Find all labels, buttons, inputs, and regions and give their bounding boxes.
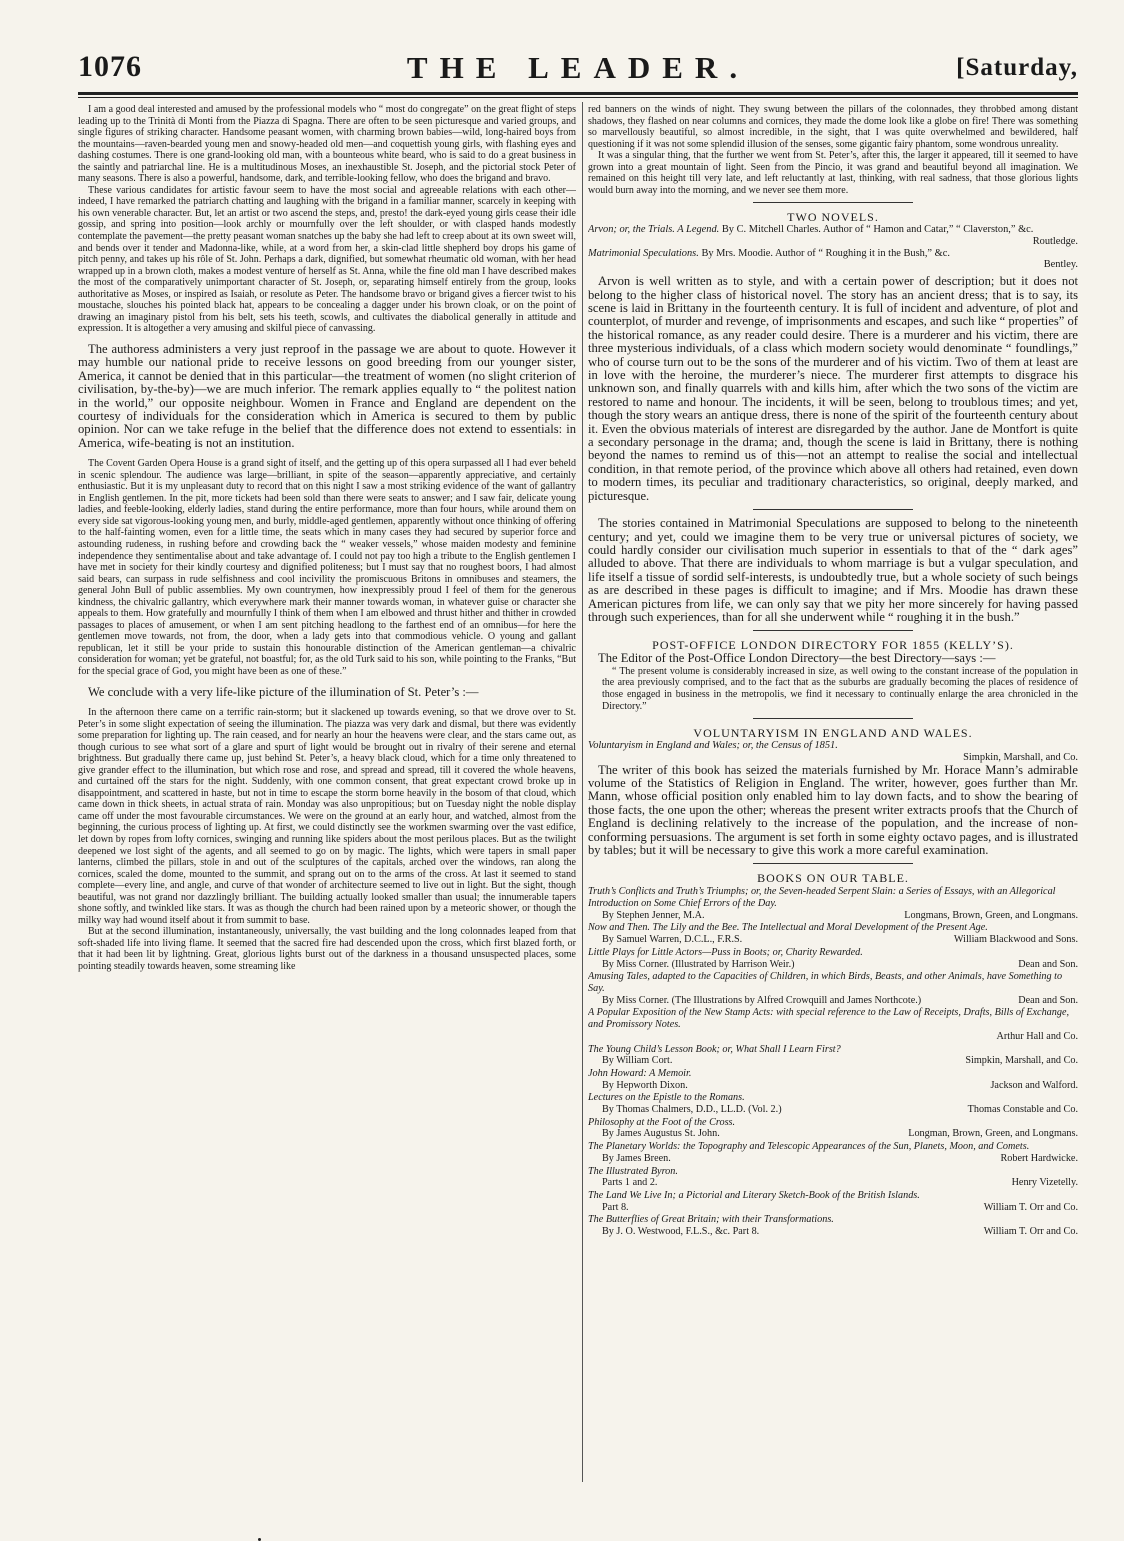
citation-title: Matrimonial Speculations.	[588, 247, 699, 259]
book-entry	[588, 1214, 1078, 1237]
paragraph-opera: The Covent Garden Opera House is a grand sight of itself, and the getting up of this opera surpassed all I had ever beheld in scenic splendour. The audience was large—brilliant, in spite of the season—apparently appreciative, and certainly enthusiastic. But it is my unpleasant duty to record that on this night I saw a most striking evidence of the want of gallantry in English gentlemen. In the pit, more tickets had been sold than there were seats to answer; and I saw fair, delicate young ladies, and feeble-looking, elderly ladies, stand during the entire performance, more than four hours, while around them on every side sat vigorous-looking young men, and burly, middle-aged gentlemen, apparently without once thinking of offering to the half-fainting women, even for a little time, the seats which in many cases they had secured by superior force and astounding rudeness, in rushing before and crowding back the “ weaker vessels,” whose maiden modesty and feminine independence they sentimentalise about and take advantage of. I could not pay too high a tribute to the English gentlemen I have met in society for their kindly courtesy and dignified politeness; but I must say that no roughest boors, I had almost said bears, can surpass in rude selfishness and cool incivility the promiscuous Britons in omnibuses and steamers, the general John Bull of public assemblies. My own countrymen, how inexpressibly proud I feel of them for the generous kindness, the chivalric gallantry, which everywhere mark their manner towards woman, in whatever guise or character she appeals to them. How gratefully and mournfully I think of them when I am elbowed and thrust hither and thither in crowded passages to places of amusement, or when I am sent pitching headlong to the farthest end of an omnibus—for here the gentlemen move towards, not from, the door, when a lady gets into that commodious vehicle. O young and gallant republican, let it still be your pride to sustain this honourable distinction of the American gentleman—a chivalric consideration for woman; yet be grateful, not boastful; for, as the old Turk said to his son, while pointing to the Franks, “But for the special grace of God, you might have been as one of these.”	[78, 458, 576, 678]
paragraph-matrimonial-review: The stories contained in Matrimonial Speculations are supposed to belong to the nineteenth century; and yet, could we imagine them to be very true or universal pictures of society, we could hardly consider our civilisation much superior in essentials to that of the “ dark ages” alluded to above. That there are individuals to whom marriage is but a vulgar speculation, and life itself a tissue of sordid self-interests, is undoubtedly true, but a whole society of such beings as are described in these pages is difficult to imagine; and if Mrs. Moodie has drawn these American pictures from life, we can only say that we pity her more sincerely for having passed through such experiences, than for all she underwent while “ roughing it in the bush.”	[588, 516, 1078, 624]
book-title: Little Plays for Little Actors—Puss in Boots; or, Charity Rewarded.	[588, 946, 863, 958]
book-entry	[588, 947, 1078, 970]
book-title: The Illustrated Byron.	[588, 1165, 678, 1177]
section-rule	[753, 863, 913, 864]
book-title: John Howard: A Memoir.	[588, 1067, 692, 1079]
book-author: By James Breen.	[602, 1152, 671, 1164]
citation-title: Voluntaryism in England and Wales; or, the Census of 1851.	[588, 740, 838, 752]
book-publisher: Dean and Son.	[1018, 994, 1078, 1006]
citation-publisher: Simpkin, Marshall, and Co.	[963, 751, 1078, 763]
book-author: By James Augustus St. John.	[602, 1128, 720, 1140]
book-entry	[588, 1117, 1078, 1140]
citation-author: By C. Mitchell Charles. Author of “ Hamon and Catar,” “ Claverston,” &c.	[721, 224, 1034, 236]
book-publisher: Thomas Constable and Co.	[967, 1104, 1078, 1116]
citation-arvon	[588, 224, 1078, 247]
book-entry	[588, 1068, 1078, 1091]
book-publisher: Simpkin, Marshall, and Co.	[965, 1055, 1078, 1067]
book-title: Amusing Tales, adapted to the Capacities of Children, in which Birds, Beasts, and other Animals, have Something to Say.	[588, 971, 1063, 994]
citation-title: Arvon; or, the Trials. A Legend.	[588, 224, 720, 236]
paragraph-illumination: But at the second illumination, instantaneously, universally, the vast building and the long colonnades leaped from that soft-shaded life into living flame. It seemed that the sacred fire had descended upon the cross, which first blazed forth, or that it had been lit by lightning. Great, glorious lights burst out of the darkness in a thousand unsuspected places, some pointing steadily towards heaven, some streaming like	[78, 926, 576, 973]
book-entry	[588, 922, 1078, 945]
quote-post-office: “ The present volume is considerably increased in size, as well owing to the constant increase of the population in the area previously comprised, and to the fact that as the suburbs are gradually becoming the places of residence of those engaged in business in the metropolis, we find it necessary to continually enlarge the area chronicled in the Directory.”	[602, 665, 1078, 712]
newspaper-title: THE LEADER.	[406, 50, 750, 85]
paragraph-candidates: These various candidates for artistic favour seem to have the most social and agreeable relations with each other—indeed, I have remarked the patriarch chatting and laughing with the brigand in a familiar manner, scarcely in keeping with his own venerable character. But, let an artist or two ascend the steps, and, presto! the dark-eyed young girls cease their idle gossip, and spring into position—look archly or mournfully over the left shoulder, or with clasped hands modestly contemplate the pavement—the pretty peasant woman snatches up the baby she had left to creep about at its own sweet will, and bends over it tender and Madonna-like, while, at a word from her, a skin-clad little shepherd boy drops his game of pitch penny, and takes up his rôle of St. John. Perhaps a dark, dignified, but somewhat rheumatic old woman, with her head wrapped up in a brown cloth, makes a modest venture of herself as St. Anna, while the fine old man I have described makes the most of the comparatively unimportant character of St. Joseph, or, separating himself entirely from the group, looks authoritative as Moses, or inspired as Isaiah, or resolute as Peter. The handsome bravo or brigand gives a fiercer twist to his moustache, slouches his pointed black hat, appears to be concealing a dagger under his brown cloak, or on the point of drawing an imaginary pistol from his belt, sets his teeth, scowls, and cultivates the diabolical generally in attitude and expression. It is altogether a very amusing and skilful piece of canvassing.	[78, 184, 576, 335]
section-rule	[753, 718, 913, 719]
book-author: By Miss Corner. (The Illustrations by Alfred Crowquill and James Northcote.)	[602, 994, 922, 1006]
book-publisher: Dean and Son.	[1018, 958, 1078, 970]
masthead-rule	[78, 92, 1078, 95]
book-author: By Stephen Jenner, M.A.	[602, 909, 705, 921]
book-publisher: William T. Orr and Co.	[983, 1201, 1078, 1213]
paragraph-models: I am a good deal interested and amused by the professional models who “ most do congregate” on the great flight of steps leading up to the Trinità di Monti from the Piazza di Spagna. There are often to be seen picturesque and varied groups, and single figures of striking character. Handsome peasant women, with charming brown babies—wild, long-haired boys from the mountains—raven-bearded young men and snowy-headed old men—and coquettish young girls, with flashing eyes and dashing costumes. There is one grand-looking old man, with a bounteous white beard, who is said to do a great business in the saintly and patriarchal line. He is a multitudinous Moses, an inexhaustible St. Joseph, and the pictorial stock Peter of many seasons. There is also a powerful, handsome, dark, and terrible-looking fellow, who does the brigand and bravo.	[78, 104, 576, 185]
citation-publisher: Bentley.	[1043, 259, 1078, 271]
citation-matrimonial	[588, 248, 1078, 271]
paragraph-reproof: The authoress administers a very just reproof in the passage we are about to quote. However it may humble our national pride to receive lessons on good breeding from our younger sister, America, it cannot be denied that in this particular—the treatment of women (no slight criterion of civilisation, by-the-by)—we are much inferior. The remark applies equally to “ the politest nation in the world,” our opposite neighbour. Women in France and England are dependent on the courtesy of individuals for the consideration which in America is secured to them by public opinion. Nor can we take refuge in the belief that the difference does not extend to essentials: in America, wife-beating is not an institution.	[78, 341, 576, 450]
book-publisher: Robert Hardwicke.	[1000, 1152, 1078, 1164]
book-author: Part 8.	[602, 1201, 629, 1213]
book-publisher: Arthur Hall and Co.	[996, 1030, 1078, 1042]
paragraph-arvon-review: Arvon is well written as to style, and with a certain power of description; but it does not belong to the higher class of historical novel. The story has an ancient dress; that is to say, its scene is laid in Brittany in the fourteenth century. It is full of incident and adventure, of plot and counterplot, of murder and revenge, of imprisonments and escapes, and such like “ properties” of the historical romance, as any reader could desire. There is a murderer and his victim, there are three mysterious individuals, of a class which modern society would denominate “ foundlings,” who of course turn out to be the sons of the murderer and of his victim. Two of them at least are in love with the heroine, the murderer’s niece. The murderer first attempts to disgrace his unknown son, and finally quarrels with and kills him, after which the two sons of the victim are restored to name and honour. The incidents, it will be seen, belong to troublous times; and yet, though the story wears an antique dress, there is none of the spirit of the fourteenth century about it. Even the obvious materials of interest are disregarded by the author. Jane de Montfort is quite a secondary personage in the drama; and, though the scene is laid in Brittany, there is nothing beyond the names to remind us of this—not an attempt to realise the social and intellectual condition, in that remote period, of the province which above all others had retained, even down to modern times, its peculiar and traditionary characteristics, so original, deeply marked, and picturesque.	[588, 274, 1078, 503]
book-entry	[588, 1141, 1078, 1164]
book-title: The Butterflies of Great Britain; with their Transformations.	[588, 1214, 834, 1226]
section-rule	[753, 202, 913, 203]
book-title: Philosophy at the Foot of the Cross.	[588, 1116, 736, 1128]
book-author: By William Cort.	[602, 1055, 673, 1067]
section-rule	[753, 509, 913, 510]
paragraph-continued: red banners on the winds of night. They swung between the pillars of the colonnades, they throbbed among distant shadows, they flashed on near columns and cornices, they made the dome look like a globe on fire! There was something so marvellously beautiful, so almost incredible, in the sight, that I was quite overwhelmed and bewildered, half questioning if it was not some splendid illusion of the senses, some gigantic fairy phantom, some wondrous unreality.	[588, 104, 1078, 150]
citation-publisher: Routledge.	[1032, 236, 1078, 248]
book-publisher: William Blackwood and Sons.	[953, 934, 1078, 946]
book-title: A Popular Exposition of the New Stamp Acts: with special reference to the Law of Receipts, Drafts, Bills of Exchange, and Promissory Notes.	[588, 1007, 1070, 1031]
column-divider	[582, 102, 583, 1482]
heading-voluntaryism: VOLUNTARYISM IN ENGLAND AND WALES.	[693, 726, 973, 741]
books-list	[588, 886, 1078, 1237]
book-entry	[588, 1044, 1078, 1067]
right-column	[588, 104, 1078, 1239]
book-entry	[588, 1166, 1078, 1189]
book-title: The Planetary Worlds: the Topography and Telescopic Appearances of the Sun, Planets, Moon, and Comets.	[588, 1141, 1030, 1153]
masthead	[78, 50, 1078, 90]
book-entry	[588, 886, 1078, 921]
section-rule	[753, 630, 913, 631]
page-number: 1076	[78, 50, 142, 83]
book-entry	[588, 1190, 1078, 1213]
book-publisher: Henry Vizetelly.	[1011, 1177, 1078, 1189]
heading-post-office: POST-OFFICE LONDON DIRECTORY FOR 1855 (KELLY’S).	[652, 638, 1014, 653]
citation-author: By Mrs. Moodie. Author of “ Roughing it in the Bush,” &c.	[701, 247, 950, 259]
book-entry	[588, 971, 1078, 1006]
masthead-rule-thin	[78, 97, 1078, 98]
heading-books: BOOKS ON OUR TABLE.	[757, 871, 909, 886]
paragraph-pincio: It was a singular thing, that the further we went from St. Peter’s, after this, the larger it appeared, till it seemed to have grown into a great mountain of light. Seen from the Pincio, it was grand and beautiful beyond all imagination. We remained on this height till very late, and left reluctantly at last, thinking, with real sadness, that those glorious lights would burn away into the morning, and we never see them more.	[588, 150, 1078, 196]
book-title: The Young Child’s Lesson Book; or, What Shall I Learn First?	[588, 1043, 841, 1055]
book-publisher: William T. Orr and Co.	[983, 1226, 1078, 1238]
newspaper-page	[78, 50, 1078, 1500]
issue-day: [Saturday,	[956, 54, 1078, 81]
book-entry	[588, 1092, 1078, 1115]
book-author: Parts 1 and 2.	[602, 1177, 658, 1189]
book-publisher: Jackson and Walford.	[990, 1079, 1078, 1091]
book-title: The Land We Live In; a Pictorial and Literary Sketch-Book of the British Islands.	[588, 1189, 920, 1201]
paragraph-conclude: We conclude with a very life-like picture of the illumination of St. Peter’s :—	[88, 684, 479, 699]
paragraph-storm: In the afternoon there came on a terrific rain-storm; but it slackened up towards evening, so that we drove over to St. Peter’s in some slight expectation of seeing the illumination. The piazza was very dark and dismal, but there was evidently some preparation for lighting up. The rain ceased, and for nearly an hour the heavens were clear, and the stars came out, as though curious to see what sort of a glare and spurt of light would be brought out in rivalry of their serene and eternal brightness. But gradually there came up, just behind St. Peter’s, a heavy black cloud, which for a time only threatened to give grander effect to the illumination, but which rose and rose, and spread and spread, till it covered the whole heavens, and curtained off the stars for the night. Suddenly, with one common consent, that great expectant crowd broke up in disappointment, and scattered in haste, but not in time to escape the storm borne heavily in the bosom of that cloud, which came down in thick sheets, in actual strata of rain. Monday was also unpropitious; but on Tuesday night the noble display came off under the most favourable circumstances. We were on the ground at an early hour, and watched, almost from the beginning, the curious process of lighting up. At first, we could distinctly see the workmen swarming over the vast edifice, let down by ropes from lofty cornices, swinging and running like spiders about the most perilous places. But as the twilight deepened we lost sight of the agents, and all seemed to go on by magic. The lights, which were tapers in small paper lanterns, climbed the pillars, stole in and out of the sculptures of the capitals, arched over the windows, ran along the cornices, scaled the dome, mounted to the summit, and sprang out on to the arms of the cross. At last it seemed to stand complete—every line, and angle, and curve of that wonder of architecture seemed to live out in light. But the sight, though beautiful, was not grand nor dazzlingly brilliant. The building actually looked smaller than usual; the innumerable tapers shone softly, and twinkled like stars. It was as though the church had been rained upon by a meteoric shower, or though the milky way had wound itself about it from summit to base.	[78, 706, 576, 926]
book-author: By Thomas Chalmers, D.D., LL.D. (Vol. 2.)	[602, 1104, 782, 1116]
book-entry	[588, 1007, 1078, 1042]
book-publisher: Longman, Brown, Green, and Longmans.	[908, 1128, 1078, 1140]
heading-two-novels: TWO NOVELS.	[787, 210, 879, 225]
book-author: By J. O. Westwood, F.L.S., &c. Part 8.	[602, 1226, 760, 1238]
left-column	[78, 104, 576, 973]
book-author: By Hepworth Dixon.	[602, 1079, 688, 1091]
book-publisher: Longmans, Brown, Green, and Longmans.	[904, 909, 1078, 921]
book-title: Truth’s Conflicts and Truth’s Triumphs; or, the Seven-headed Serpent Slain: a Series of Essays, with an Allegorical Introduction on Some Chief Errors of the Day.	[588, 886, 1056, 910]
book-author: By Miss Corner. (Illustrated by Harrison Weir.)	[602, 958, 795, 970]
book-title: Lectures on the Epistle to the Romans.	[588, 1092, 745, 1104]
citation-voluntaryism	[588, 740, 1078, 763]
paragraph-voluntaryism-review: The writer of this book has seized the materials furnished by Mr. Horace Mann’s admirable volume of the Statistics of Religion in England. The writer, however, goes further than Mr. Mann, whose official position only enabled him to lay down facts, and to show the bearing of those facts, the one upon the other; whereas the present writer extracts proofs that the Church of England is declining relatively to the increase of the population, and the increase of non-conforming persuasions. The argument is set forth in some eighty octavo pages, and is illustrated by tables; but it will be necessary to give this work a more careful examination.	[588, 762, 1078, 857]
book-title: Now and Then. The Lily and the Bee. The Intellectual and Moral Development of the Present Age.	[588, 922, 988, 934]
book-author: By Samuel Warren, D.C.L., F.R.S.	[602, 934, 743, 946]
paragraph-post-office-intro: The Editor of the Post-Office London Directory—the best Directory—says :—	[598, 651, 996, 666]
